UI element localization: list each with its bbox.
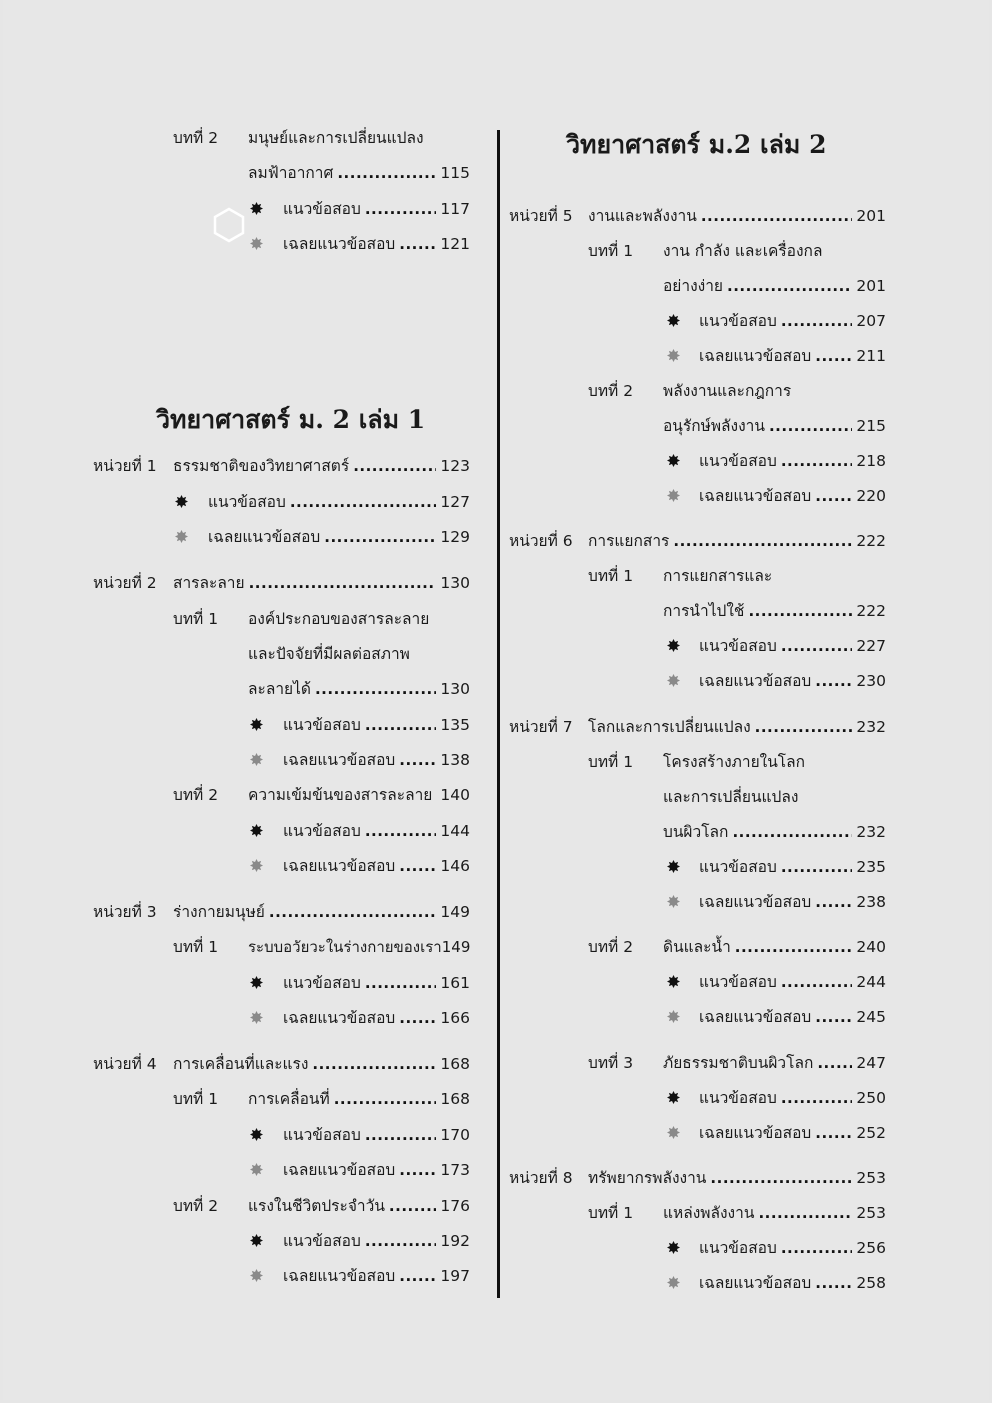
chapter-entry[interactable] (663, 1050, 886, 1076)
exam-item-title: แนวข้อสอบ (283, 1126, 361, 1144)
dot-leader (755, 714, 853, 740)
page-number: 220 (856, 487, 886, 505)
chapter-label: บทที่ 2 (588, 938, 634, 956)
answer-item[interactable] (283, 747, 470, 773)
gray-star-burst-icon (667, 895, 680, 908)
gray-star-burst-icon (667, 1126, 680, 1139)
gray-star-burst-icon (667, 349, 680, 362)
chapter-entry-title: ภัยธรรมชาติบนผิวโลก (663, 1054, 814, 1072)
dot-leader (781, 854, 853, 880)
page-number: 238 (856, 893, 886, 911)
exam-item-title: แนวข้อสอบ (283, 716, 361, 734)
dot-leader (710, 1165, 852, 1191)
page-number: 161 (440, 974, 470, 992)
page-number: 230 (856, 672, 886, 690)
answer-item-title: เฉลยแนวข้อสอบ (699, 1274, 812, 1292)
page-number: 235 (856, 858, 886, 876)
answer-item-title: เฉลยแนวข้อสอบ (283, 857, 396, 875)
dot-leader (769, 413, 852, 439)
chapter-entry[interactable] (248, 1193, 470, 1219)
black-star-burst-icon (667, 860, 680, 873)
chapter-entry[interactable] (663, 934, 886, 960)
dot-leader (337, 160, 436, 186)
exam-item[interactable] (699, 1085, 886, 1111)
black-star-burst-icon (250, 1234, 263, 1247)
page-number: 244 (856, 973, 886, 991)
chapter-title-line-title: องค์ประกอบของสารละลาย (248, 610, 430, 628)
dot-leader (817, 1050, 852, 1076)
black-star-burst-icon (250, 718, 263, 731)
unit-label: หน่วยที่ 3 (93, 903, 157, 921)
chapter-label: บทที่ 1 (588, 753, 634, 771)
chapter-entry-title: ละลายได้ (248, 680, 311, 698)
page-number: 138 (440, 751, 470, 769)
chapter-title-line[interactable] (663, 749, 886, 775)
gray-star-burst-icon (250, 753, 263, 766)
dot-leader (748, 598, 852, 624)
hexagon-outline-icon (213, 207, 245, 243)
chapter-title-line-title: การแยกสารและ (663, 567, 773, 585)
chapter-title-line[interactable] (663, 378, 886, 404)
dot-leader (324, 524, 436, 550)
chapter-entry[interactable] (248, 160, 470, 186)
dot-leader (399, 1005, 436, 1031)
dot-leader (815, 668, 852, 694)
unit-entry-title: ธรรมชาติของวิทยาศาสตร์ (173, 457, 350, 475)
dot-leader (735, 934, 853, 960)
dot-leader (290, 489, 437, 515)
gray-star-burst-icon (250, 1163, 263, 1176)
exam-item-title: แนวข้อสอบ (208, 493, 286, 511)
page-number: 253 (856, 1204, 886, 1222)
answer-item-title: เฉลยแนวข้อสอบ (699, 1124, 812, 1142)
dot-leader (315, 676, 436, 702)
gray-star-burst-icon (667, 674, 680, 687)
unit-entry-title: งานและพลังงาน (588, 207, 697, 225)
chapter-label: บทที่ 1 (588, 242, 634, 260)
answer-item-title: เฉลยแนวข้อสอบ (699, 893, 812, 911)
page-number: 127 (440, 493, 470, 511)
toc-page (3, 0, 989, 1400)
dot-leader (399, 853, 436, 879)
answer-item[interactable] (283, 1157, 470, 1183)
answer-item[interactable] (699, 1120, 886, 1146)
chapter-entry[interactable] (663, 1200, 886, 1226)
exam-item[interactable] (208, 489, 470, 515)
chapter-entry-title: อย่างง่าย (663, 277, 724, 295)
chapter-entry[interactable] (248, 934, 470, 960)
answer-item[interactable] (699, 889, 886, 915)
chapter-label: บทที่ 2 (173, 786, 219, 804)
chapter-entry[interactable] (248, 782, 470, 808)
dot-leader (815, 889, 852, 915)
unit-entry[interactable] (588, 528, 886, 554)
unit-entry[interactable] (588, 1165, 886, 1191)
dot-leader (781, 1235, 853, 1261)
page-number: 240 (856, 938, 886, 956)
page-number: 192 (440, 1232, 470, 1250)
dot-leader (815, 343, 852, 369)
dot-leader (815, 1120, 852, 1146)
gray-star-burst-icon (667, 1010, 680, 1023)
page-number: 252 (856, 1124, 886, 1142)
page-number: 115 (440, 164, 470, 182)
answer-item[interactable] (283, 1263, 470, 1289)
page-number: 256 (856, 1239, 886, 1257)
answer-item-title: เฉลยแนวข้อสอบ (208, 528, 321, 546)
unit-entry-title: การแยกสาร (588, 532, 670, 550)
answer-item[interactable] (699, 1004, 886, 1030)
gray-star-burst-icon (250, 237, 263, 250)
chapter-label: บทที่ 1 (588, 1204, 634, 1222)
dot-leader (781, 448, 853, 474)
dot-leader (399, 1263, 436, 1289)
unit-entry[interactable] (588, 714, 886, 740)
chapter-label: บทที่ 2 (588, 382, 634, 400)
answer-item[interactable] (283, 1005, 470, 1031)
black-star-burst-icon (667, 975, 680, 988)
dot-leader (365, 1122, 437, 1148)
page-number: 232 (856, 718, 886, 736)
black-star-burst-icon (667, 454, 680, 467)
page-number: 245 (856, 1008, 886, 1026)
exam-item-title: แนวข้อสอบ (699, 452, 777, 470)
unit-label: หน่วยที่ 8 (509, 1169, 573, 1187)
chapter-label: บทที่ 3 (588, 1054, 634, 1072)
page-number: 130 (440, 680, 470, 698)
dot-leader (727, 273, 852, 299)
page-number: 201 (856, 207, 886, 225)
page-number: 253 (856, 1169, 886, 1187)
chapter-entry-title: การเคลื่อนที่ (248, 1090, 330, 1108)
chapter-title-line-title: มนุษย์และการเปลี่ยนแปลง (248, 129, 424, 147)
answer-item[interactable] (699, 1270, 886, 1296)
page-number: 144 (440, 822, 470, 840)
unit-entry[interactable] (173, 453, 470, 479)
answer-item-title: เฉลยแนวข้อสอบ (699, 672, 812, 690)
page-number: 123 (440, 457, 470, 475)
chapter-title-line[interactable] (248, 641, 470, 667)
chapter-entry-title: การนำไปใช้ (663, 602, 745, 620)
unit-label: หน่วยที่ 4 (93, 1055, 157, 1073)
gray-star-burst-icon (175, 530, 188, 543)
gray-star-burst-icon (667, 1276, 680, 1289)
answer-item[interactable] (699, 343, 886, 369)
unit-label: หน่วยที่ 1 (93, 457, 157, 475)
gray-star-burst-icon (250, 1011, 263, 1024)
unit-entry[interactable] (173, 1051, 470, 1077)
page-number: 222 (856, 532, 886, 550)
dot-leader (815, 1004, 852, 1030)
unit-entry-title: ร่างกายมนุษย์ (173, 903, 265, 921)
page-number: 197 (440, 1267, 470, 1285)
dot-leader (815, 1270, 852, 1296)
chapter-title-line[interactable] (663, 784, 886, 810)
chapter-label: บทที่ 2 (173, 1197, 219, 1215)
chapter-title-line[interactable] (663, 563, 886, 589)
chapter-title-line[interactable] (248, 606, 470, 632)
dot-leader (815, 483, 852, 509)
dot-leader (353, 453, 436, 479)
answer-item-title: เฉลยแนวข้อสอบ (283, 1009, 396, 1027)
chapter-entry-title: อนุรักษ์พลังงาน (663, 417, 765, 435)
chapter-entry[interactable] (663, 413, 886, 439)
unit-entry[interactable] (173, 899, 470, 925)
page-number: 222 (856, 602, 886, 620)
chapter-entry-title: ระบบอวัยวะในร่างกายของเรา (248, 938, 442, 956)
unit-label: หน่วยที่ 6 (509, 532, 573, 550)
chapter-title-line-title: และปัจจัยที่มีผลต่อสภาพ (248, 645, 410, 663)
chapter-entry-title: ความเข้มข้นของสารละลาย (248, 786, 433, 804)
dot-leader (781, 1085, 853, 1111)
dot-leader (781, 308, 853, 334)
page-number: 176 (440, 1197, 470, 1215)
chapter-entry[interactable] (248, 676, 470, 702)
exam-item-title: แนวข้อสอบ (283, 974, 361, 992)
dot-leader (365, 818, 437, 844)
answer-item-title: เฉลยแนวข้อสอบ (283, 751, 396, 769)
book-heading: วิทยาศาสตร์ ม.2 เล่ม 2 (566, 130, 827, 159)
exam-item[interactable] (283, 1122, 470, 1148)
exam-item-title: แนวข้อสอบ (699, 973, 777, 991)
chapter-entry[interactable] (663, 598, 886, 624)
page-number: 117 (440, 200, 470, 218)
unit-entry[interactable] (588, 203, 886, 229)
dot-leader (673, 528, 852, 554)
page-number: 250 (856, 1089, 886, 1107)
answer-item[interactable] (208, 524, 470, 550)
page-number: 258 (856, 1274, 886, 1292)
column-divider (497, 130, 500, 1298)
page-number: 232 (856, 823, 886, 841)
exam-item[interactable] (699, 969, 886, 995)
chapter-title-line-title: และการเปลี่ยนแปลง (663, 788, 799, 806)
gray-star-burst-icon (250, 859, 263, 872)
page-number: 130 (440, 574, 470, 592)
unit-label: หน่วยที่ 7 (509, 718, 573, 736)
exam-item[interactable] (699, 308, 886, 334)
black-star-burst-icon (250, 976, 263, 989)
page-number: 201 (856, 277, 886, 295)
exam-item[interactable] (283, 712, 470, 738)
page-number: 215 (856, 417, 886, 435)
chapter-title-line[interactable] (248, 125, 470, 151)
exam-item[interactable] (283, 196, 470, 222)
dot-leader (781, 633, 853, 659)
chapter-label: บทที่ 1 (173, 938, 219, 956)
black-star-burst-icon (250, 202, 263, 215)
black-star-burst-icon (667, 639, 680, 652)
chapter-entry[interactable] (248, 1086, 470, 1112)
page-number: 149 (440, 903, 470, 921)
answer-item[interactable] (283, 853, 470, 879)
black-star-burst-icon (667, 1091, 680, 1104)
gray-star-burst-icon (250, 1269, 263, 1282)
page-number: 121 (440, 235, 470, 253)
dot-leader (269, 899, 437, 925)
chapter-label: บทที่ 1 (588, 567, 634, 585)
exam-item[interactable] (699, 854, 886, 880)
unit-entry-title: สารละลาย (173, 574, 245, 592)
black-star-burst-icon (667, 1241, 680, 1254)
exam-item[interactable] (699, 1235, 886, 1261)
chapter-entry[interactable] (663, 819, 886, 845)
chapter-entry-title: ลมฟ้าอากาศ (248, 164, 334, 182)
chapter-entry[interactable] (663, 273, 886, 299)
black-star-burst-icon (250, 824, 263, 837)
page-number: 170 (440, 1126, 470, 1144)
exam-item[interactable] (699, 633, 886, 659)
exam-item-title: แนวข้อสอบ (283, 1232, 361, 1250)
unit-entry-title: โลกและการเปลี่ยนแปลง (588, 718, 751, 736)
page-number: 140 (440, 786, 470, 804)
page-number: 168 (440, 1055, 470, 1073)
exam-item-title: แนวข้อสอบ (699, 858, 777, 876)
answer-item-title: เฉลยแนวข้อสอบ (699, 1008, 812, 1026)
black-star-burst-icon (175, 495, 188, 508)
page-number: 227 (856, 637, 886, 655)
dot-leader (399, 231, 436, 257)
chapter-label: บทที่ 2 (173, 129, 219, 147)
dot-leader (334, 1086, 437, 1112)
page-number: 146 (440, 857, 470, 875)
dot-leader (399, 1157, 436, 1183)
chapter-entry-title: แรงในชีวิตประจำวัน (248, 1197, 385, 1215)
dot-leader (399, 747, 436, 773)
dot-leader (389, 1193, 436, 1219)
exam-item[interactable] (283, 970, 470, 996)
exam-item-title: แนวข้อสอบ (283, 822, 361, 840)
page-number: 207 (856, 312, 886, 330)
page-number: 218 (856, 452, 886, 470)
page-number: 135 (440, 716, 470, 734)
page-number: 166 (440, 1009, 470, 1027)
chapter-label: บทที่ 1 (173, 610, 219, 628)
dot-leader (365, 196, 437, 222)
chapter-entry-title: แหล่งพลังงาน (663, 1204, 755, 1222)
book-heading: วิทยาศาสตร์ ม. 2 เล่ม 1 (156, 405, 426, 434)
black-star-burst-icon (667, 314, 680, 327)
page-number: 168 (440, 1090, 470, 1108)
dot-leader (249, 570, 437, 596)
chapter-title-line-title: โครงสร้างภายในโลก (663, 753, 806, 771)
dot-leader (365, 970, 437, 996)
exam-item[interactable] (699, 448, 886, 474)
chapter-title-line-title: งาน กำลัง และเครื่องกล (663, 242, 823, 260)
unit-entry-title: การเคลื่อนที่และแรง (173, 1055, 309, 1073)
answer-item[interactable] (699, 668, 886, 694)
chapter-entry-title: บนผิวโลก (663, 823, 729, 841)
exam-item[interactable] (283, 818, 470, 844)
dot-leader (312, 1051, 436, 1077)
exam-item-title: แนวข้อสอบ (699, 637, 777, 655)
unit-entry-title: ทรัพยากรพลังงาน (588, 1169, 707, 1187)
dot-leader (701, 203, 853, 229)
chapter-title-line[interactable] (663, 238, 886, 264)
exam-item-title: แนวข้อสอบ (283, 200, 361, 218)
answer-item-title: เฉลยแนวข้อสอบ (699, 487, 812, 505)
black-star-burst-icon (250, 1128, 263, 1141)
page-number: 173 (440, 1161, 470, 1179)
exam-item-title: แนวข้อสอบ (699, 1089, 777, 1107)
dot-leader (758, 1200, 852, 1226)
unit-entry[interactable] (173, 570, 470, 596)
page-number: 247 (856, 1054, 886, 1072)
chapter-title-line-title: พลังงานและกฎการ (663, 382, 792, 400)
chapter-label: บทที่ 1 (173, 1090, 219, 1108)
dot-leader (781, 969, 853, 995)
chapter-entry-title: ดินและน้ำ (663, 938, 731, 956)
exam-item[interactable] (283, 1228, 470, 1254)
unit-label: หน่วยที่ 5 (509, 207, 573, 225)
answer-item-title: เฉลยแนวข้อสอบ (283, 1267, 396, 1285)
dot-leader (365, 712, 437, 738)
page-number: 211 (856, 347, 886, 365)
answer-item[interactable] (699, 483, 886, 509)
answer-item-title: เฉลยแนวข้อสอบ (699, 347, 812, 365)
exam-item-title: แนวข้อสอบ (699, 312, 777, 330)
page-number: 149 (441, 938, 471, 956)
dot-leader (732, 819, 852, 845)
answer-item-title: เฉลยแนวข้อสอบ (283, 1161, 396, 1179)
gray-star-burst-icon (667, 489, 680, 502)
page-number: 129 (440, 528, 470, 546)
answer-item[interactable] (283, 231, 470, 257)
unit-label: หน่วยที่ 2 (93, 574, 157, 592)
exam-item-title: แนวข้อสอบ (699, 1239, 777, 1257)
dot-leader (365, 1228, 437, 1254)
answer-item-title: เฉลยแนวข้อสอบ (283, 235, 396, 253)
